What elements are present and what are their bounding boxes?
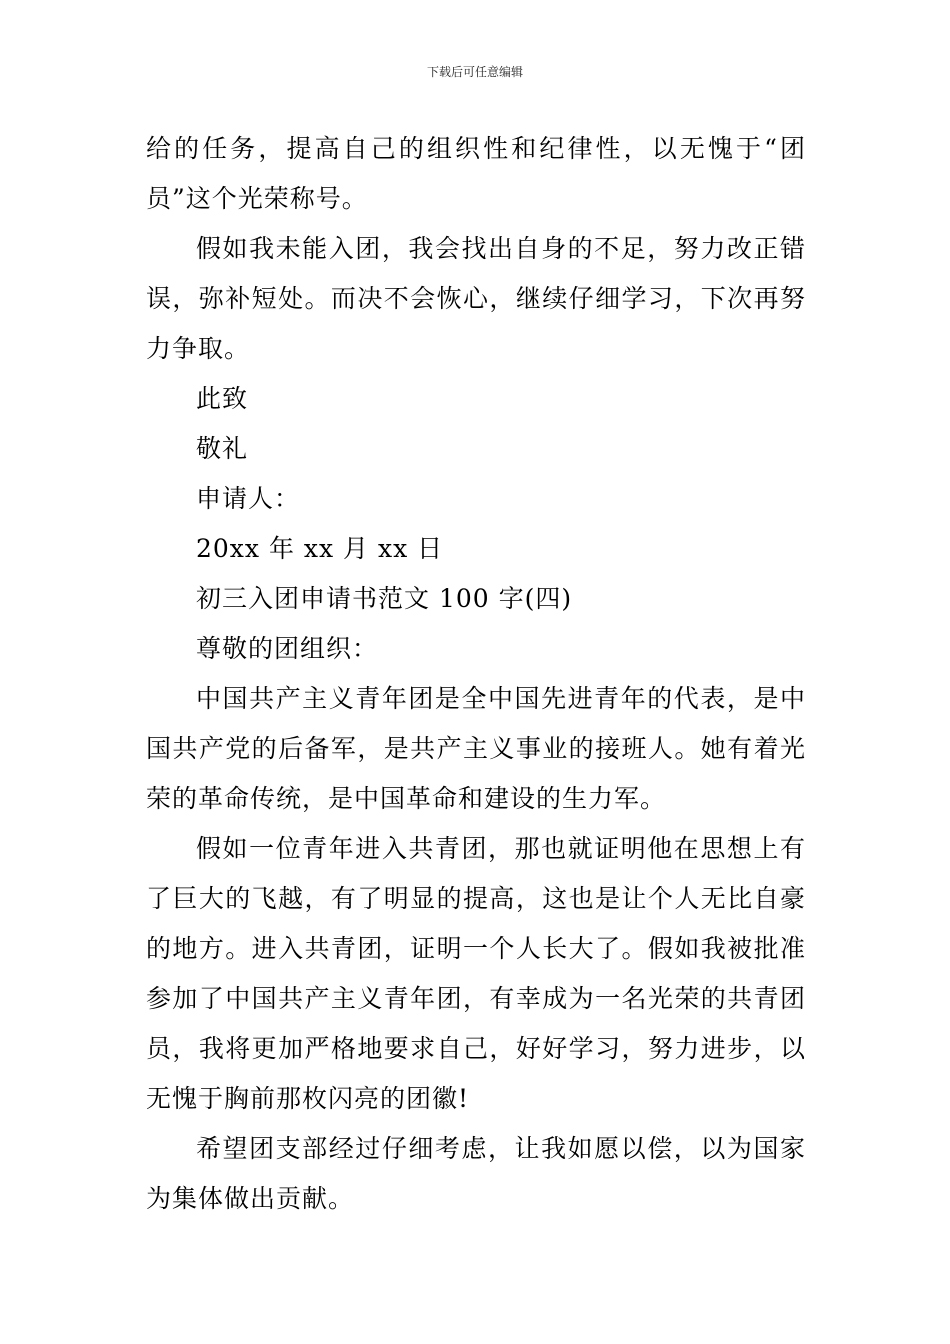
paragraph-2: 假如我未能入团，我会找出自身的不足，努力改正错误，弥补短处。而决不会恢心，继续仔细学习，下次再努力争取。 bbox=[146, 234, 806, 363]
paragraph-intro: 中国共产主义青年团是全中国先进青年的代表，是中国共产党的后备军，是共产主义事业的接班人。她有着光荣的革命传统，是中国革命和建设的生力军。 bbox=[146, 684, 806, 813]
applicant-label: 申请人： bbox=[196, 484, 301, 513]
section-title: 初三入团申请书范文 100 字(四) bbox=[196, 584, 573, 613]
closing-greeting: 此致 bbox=[196, 384, 249, 413]
closing-salute: 敬礼 bbox=[196, 434, 249, 463]
document-body bbox=[146, 124, 806, 1224]
paragraph-1: 给的任务，提高自己的组织性和纪律性，以无愧于“团员”这个光荣称号。 bbox=[146, 134, 806, 213]
paragraph-body: 假如一位青年进入共青团，那也就证明他在思想上有了巨大的飞越，有了明显的提高，这也是让个人无比自豪的地方。进入共青团，证明一个人长大了。假如我被批准参加了中国共产主义青年团，有幸成为一名光荣的共青团员，我将更加严格地要求自己，好好学习，努力进步，以无愧于胸前那枚闪亮的团徽! bbox=[146, 834, 806, 1113]
date-line: 20xx 年 xx 月 xx 日 bbox=[196, 534, 444, 563]
page-header: 下载后可任意编辑 bbox=[426, 65, 523, 79]
paragraph-conclusion: 希望团支部经过仔细考虑，让我如愿以偿，以为国家为集体做出贡献。 bbox=[146, 1134, 806, 1213]
salutation: 尊敬的团组织： bbox=[196, 634, 379, 663]
